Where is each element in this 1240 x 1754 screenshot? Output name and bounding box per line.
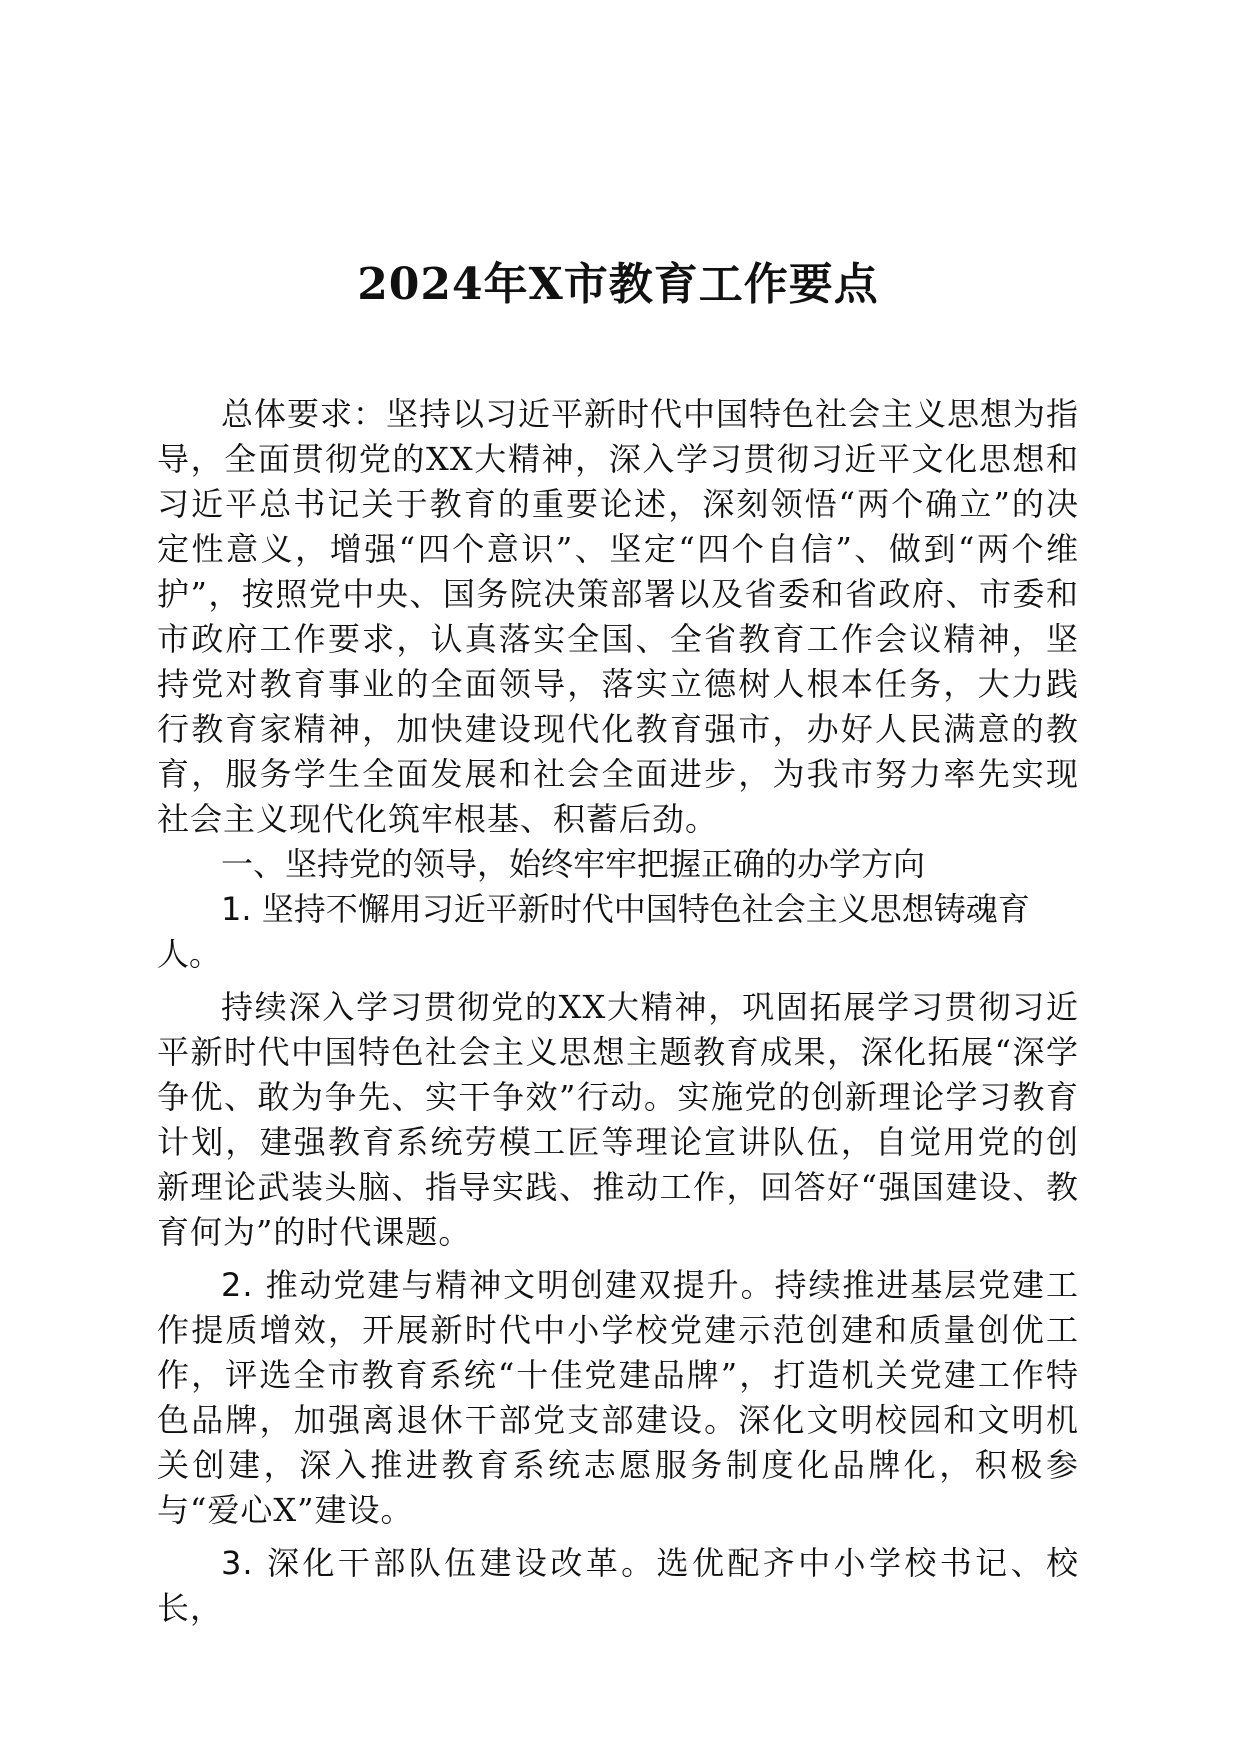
item-2-body: 持续推进基层党建工作提质增效，开展新时代中小学校党建示范创建和质量创优工作，评选全市教育系统“十佳党建品牌”，打造机关党建工作特色品牌，加强离退休干部党支部建设。深化文明校园和文明机关创建，深入推进教育系统志愿服务制度化品牌化，积极参与“爱心X”建设。 [157, 1266, 1079, 1529]
item-3-paragraph [157, 1541, 1079, 1631]
overall-requirements-paragraph: 总体要求：坚持以习近平新时代中国特色社会主义思想为指导，全面贯彻党的XX大精神，深入学习贯彻习近平文化思想和习近平总书记关于教育的重要论述，深刻领悟“两个确立”的决定性意义，增强“四个意识”、坚定“四个自信”、做到“两个维护”，按照党中央、国务院决策部署以及省委和省政府、市委和市政府工作要求，认真落实全国、全省教育工作会议精神，坚持党对教育事业的全面领导，落实立德树人根本任务，大力践行教育家精神，加快建设现代化教育强市，办好人民满意的教育，服务学生全面发展和社会全面进步，为我市努力率先实现社会主义现代化筑牢根基、积蓄后劲。 [157, 395, 1080, 838]
item-1-heading: 1. 坚持不懈用习近平新时代中国特色社会主义思想铸魂育人。 [157, 890, 1030, 973]
item-3-body: 选优配齐中小学校书记、校长， [157, 1544, 1079, 1627]
item-2-paragraph [157, 1263, 1079, 1533]
item-2-lead: 2. 推动党建与精神文明创建双提升。 [221, 1266, 775, 1304]
section-1-heading: 一、坚持党的领导，始终牢牢把握正确的办学方向 [221, 845, 926, 883]
item-1-paragraph: 持续深入学习贯彻党的XX大精神，巩固拓展学习贯彻习近平新时代中国特色社会主义思想主题教育成果，深化拓展“深学争优、敢为争先、实干争效”行动。实施党的创新理论学习教育计划，建强教育系统劳模工匠等理论宣讲队伍，自觉用党的创新理论武装头脑、指导实践、推动工作，回答好“强国建设、教育何为”的时代课题。 [157, 988, 1079, 1251]
item-3-lead: 3. 深化干部队伍建设改革。 [221, 1544, 657, 1582]
document-body [157, 255, 1079, 1631]
document-title: 2024年X市教育工作要点 [357, 259, 879, 310]
